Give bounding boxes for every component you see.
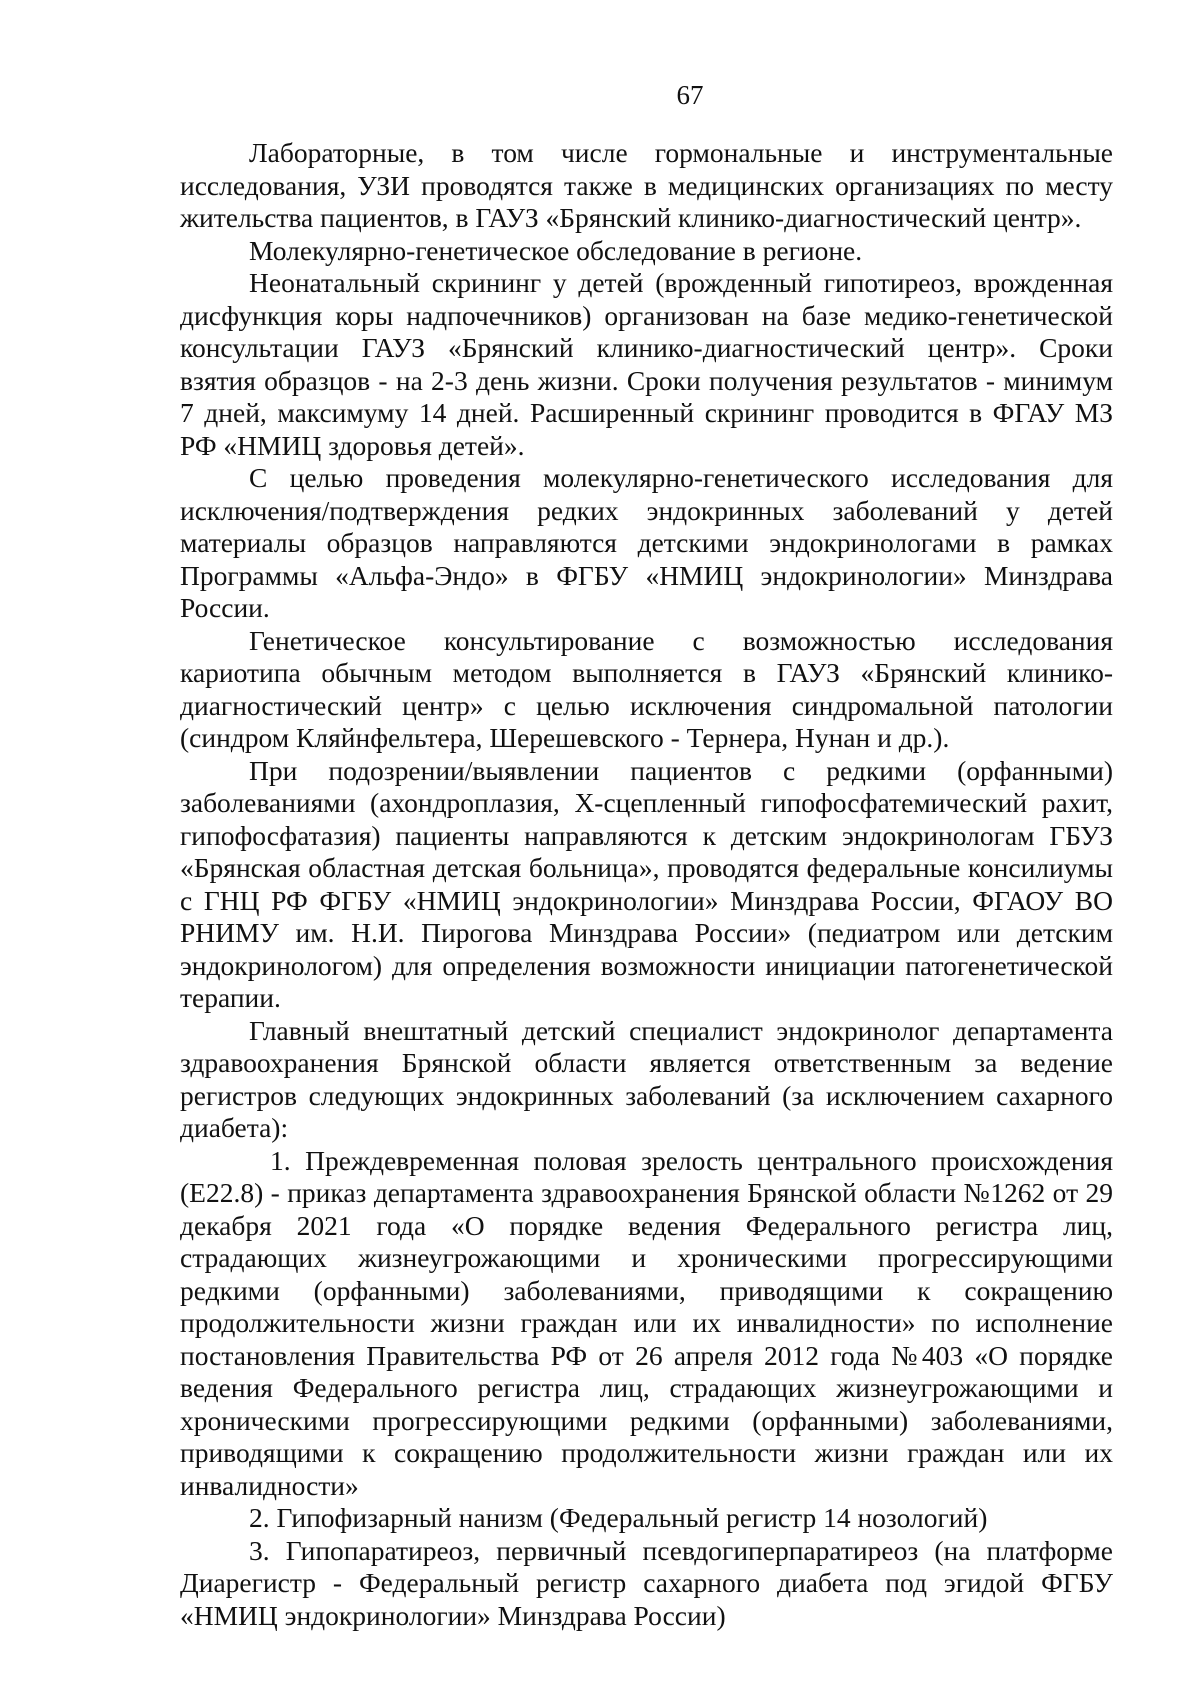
list-item-hypoparathyroidism: 3. Гипопаратиреоз, первичный псевдогиперпаратиреоз (на платформе Диарегистр - Федеральный регистр сахарного диабета под эгидой ФГБУ «НМИЦ эндокринологии» Минздрава России): [180, 1534, 1113, 1631]
paragraph-orphan-diseases: При подозрении/выявлении пациентов с редкими (орфанными) заболеваниями (ахондроплазия, Х-сцепленный гипофосфатемический рахит, гипофосфатазия) пациенты направляются к детским эндокринологам ГБУЗ «Брянская областная детская больница», проводятся федеральные консилиумы с ГНЦ РФ ФГБУ «НМИЦ эндокринологии» Минздрава России, ФГАОУ ВО РНИМУ им. Н.И. Пирогова Минздрава России» (педиатром или детским эндокринологом) для определения возможности инициации патогенетической терапии.: [180, 754, 1113, 1013]
page-number: 67: [676, 80, 704, 110]
paragraph-molecular-genetic-research: С целью проведения молекулярно-генетического исследования для исключения/подтверждения редких эндокринных заболеваний у детей материалы образцов направляются детскими эндокринологами в рамках Программы «Альфа-Эндо» в ФГБУ «НМИЦ эндокринологии» Минздрава России.: [180, 462, 1113, 623]
list-item-precocious-puberty: 1. Преждевременная половая зрелость центрального происхождения (Е22.8) - приказ департамента здравоохранения Брянской области №1262 от 29 декабря 2021 года «О порядке ведения Федерального регистра лиц, страдающих жизнеугрожающими и хроническими прогрессирующими редкими (орфанными) заболеваниями, приводящими к сокращению продолжительности жизни граждан или их инвалидности» по исполнение постановления Правительства РФ от 26 апреля 2012 года №403 «О порядке ведения Федерального регистра лиц, страдающих жизнеугрожающими и хроническими прогрессирующими редкими (орфанными) заболеваниями, приводящими к сокращению продолжительности жизни граждан или их инвалидности»: [180, 1144, 1113, 1501]
paragraph-molecular-genetic-heading: Молекулярно-генетическое обследование в регионе.: [249, 234, 863, 266]
paragraph-chief-specialist-registers: Главный внештатный детский специалист эндокринолог департамента здравоохранения Брянской области является ответственным за ведение регистров следующих эндокринных заболеваний (за исключением сахарного диабета):: [180, 1014, 1113, 1143]
paragraph-lab-research: Лабораторные, в том числе гормональные и инструментальные исследования, УЗИ проводятся также в медицинских организациях по месту жительства пациентов, в ГАУЗ «Брянский клинико-диагностический центр».: [180, 137, 1113, 233]
paragraph-neonatal-screening: Неонатальный скрининг у детей (врожденный гипотиреоз, врожденная дисфункция коры надпочечников) организован на базе медико-генетической консультации ГАУЗ «Брянский клинико-диагностический центр». Сроки взятия образцов - на 2-3 день жизни. Сроки получения результатов - минимум 7 дней, максимуму 14 дней. Расширенный скрининг проводится в ФГАУ МЗ РФ «НМИЦ здоровья детей».: [180, 267, 1113, 461]
list-item-pituitary-dwarfism: 2. Гипофизарный нанизм (Федеральный регистр 14 нозологий): [249, 1502, 988, 1533]
paragraph-genetic-counseling: Генетическое консультирование с возможностью исследования кариотипа обычным методом выполняется в ГАУЗ «Брянский клинико-диагностический центр» с целью исключения синдромальной патологии (синдром Кляйнфельтера, Шерешевского - Тернера, Нунан и др.).: [180, 624, 1113, 753]
document-body: [180, 137, 1113, 1632]
